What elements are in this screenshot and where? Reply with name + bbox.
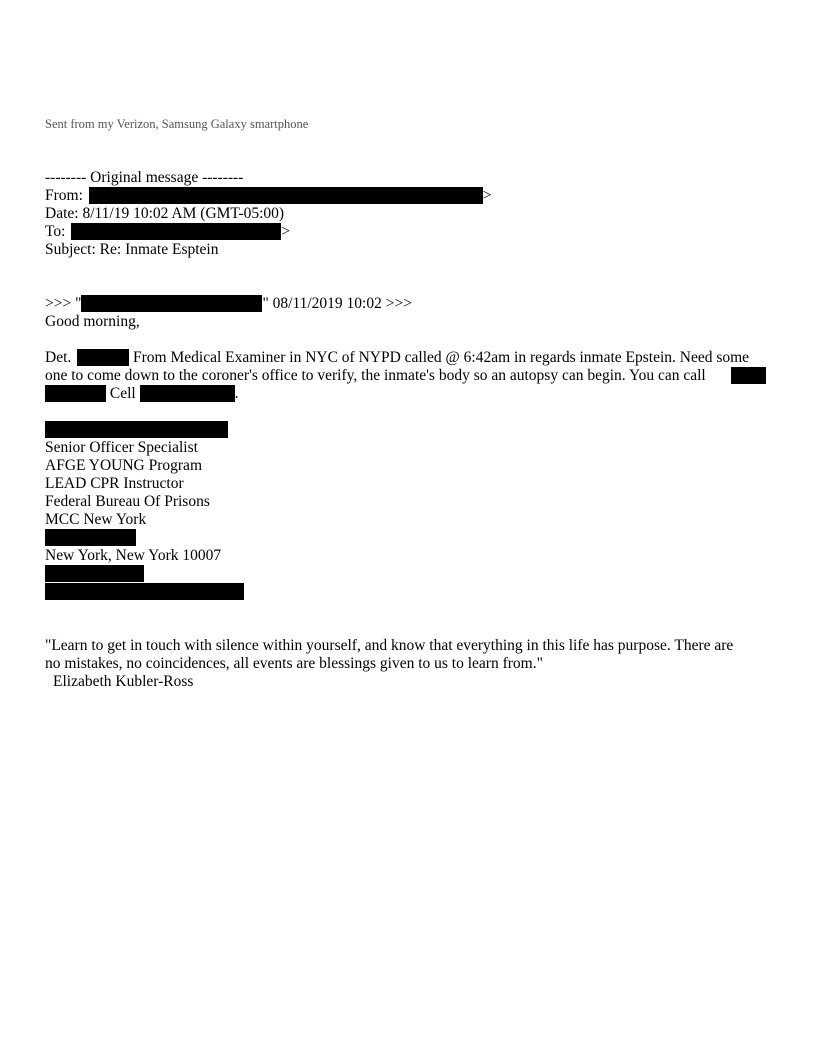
signature-instructor: LEAD CPR Instructor [45,475,184,492]
body-line-2: one to come down to the coroner's office to verify, the inmate's body so an autopsy can begin. You can call [45,367,706,384]
subject-line: Subject: Re: Inmate Esptein [45,241,219,258]
body-line-3-end: . [234,385,239,402]
signature-city: New York, New York 10007 [45,547,222,564]
original-message-separator: -------- Original message -------- [45,169,244,186]
redaction-contact-name [731,367,766,384]
redaction-phone [45,565,144,582]
quote-author: Elizabeth Kubler-Ross [53,673,194,690]
redaction-sender-name [81,295,262,312]
redaction-signature-name [45,421,228,438]
from-close: > [482,187,492,204]
quote-line-2: no mistakes, no coincidences, all events are blessings given to us to learn from." [45,655,543,672]
signature-title: Senior Officer Specialist [45,439,198,456]
from-line [45,187,492,205]
signature-program: AFGE YOUNG Program [45,457,202,474]
quote-header-suffix: " 08/11/2019 10:02 >>> [262,295,412,312]
redaction-contact-name-2 [45,385,106,402]
quote-header-line [45,295,412,313]
redaction-cell-number [140,385,235,402]
sent-from-note: Sent from my Verizon, Samsung Galaxy smartphone [45,117,309,131]
body-line-3 [45,385,238,403]
redaction-from [89,187,483,204]
greeting: Good morning, [45,313,140,330]
quote-header-prefix: >>> " [45,295,82,312]
redaction-email [45,583,244,600]
redaction-detective-name [77,349,129,366]
body-cell-label: Cell [109,385,136,402]
body-line-1 [45,349,749,367]
body-det: Det. [45,349,72,366]
signature-agency: Federal Bureau Of Prisons [45,493,210,510]
to-label: To: [45,223,66,240]
from-label: From: [45,187,83,204]
redaction-street-address [45,529,136,546]
to-close: > [281,223,291,240]
signature-facility: MCC New York [45,511,147,528]
body-line-1-text: From Medical Examiner in NYC of NYPD called @ 6:42am in regards inmate Epstein. Need some [133,349,750,366]
redaction-to [71,223,281,240]
date-line: Date: 8/11/19 10:02 AM (GMT-05:00) [45,205,285,222]
to-line [45,223,290,241]
quote-line-1: "Learn to get in touch with silence within yourself, and know that everything in this life has purpose. There are [45,637,734,654]
